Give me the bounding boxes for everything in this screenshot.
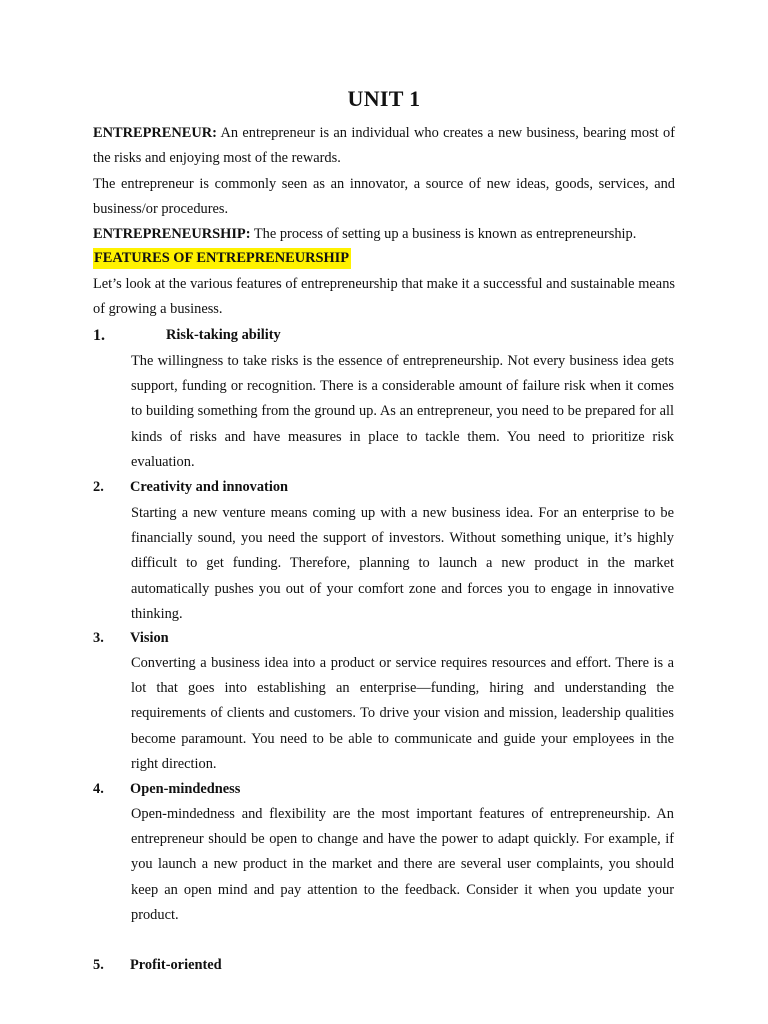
feature-title: Profit-oriented bbox=[130, 957, 222, 973]
feature-title: Creativity and innovation bbox=[130, 479, 289, 495]
feature-paragraph: Starting a new venture means coming up with a new business idea. For an enterprise to be financially sound, you need the support of investors. Without something unique, it’s highly difficult to get funding. Therefore, planning to launch a new product in the market automatically pushes you out of your comfort zone and forces you to engage in innovative thinking. bbox=[131, 505, 674, 622]
feature-paragraph: Open-mindedness and flexibility are the most important features of entrepreneurship. An entrepreneur should be open to change and have the power to adapt quickly. For example, if you launch a new product in the market and there are several user complaints, you should keep an open mind and pay attention to the feedback. Consider it when you update your product. bbox=[131, 806, 674, 923]
entrepreneurship-definition-text: The process of setting up a business is known as entrepreneurship. bbox=[250, 226, 637, 242]
entrepreneurship-term: ENTREPRENEURSHIP: bbox=[93, 226, 251, 242]
feature-title: Open-mindedness bbox=[130, 781, 241, 797]
feature-number: 3. bbox=[93, 630, 104, 646]
feature-number: 1. bbox=[93, 327, 105, 344]
feature-paragraph: Converting a business idea into a product or service requires resources and effort. There is a lot that goes into establishing an enterprise—funding, hiring and understanding the requirements of clients and customers. To drive your vision and mission, leadership qualities become paramount. You need to be able to communicate and guide your employees in the right direction. bbox=[131, 655, 674, 772]
entrepreneur-definition bbox=[93, 121, 675, 171]
entrepreneurship-definition bbox=[93, 222, 675, 247]
feature-paragraph: The willingness to take risks is the essence of entrepreneurship. Not every business idea gets support, funding or recognition. There is a considerable amount of failure risk when it comes to building something from the ground up. As an entrepreneur, you need to be prepared for all kinds of risks and have measures in place to tackle them. You need to prioritize risk evaluation. bbox=[131, 353, 674, 470]
feature-number: 2. bbox=[93, 479, 104, 495]
innovator-paragraph: The entrepreneur is commonly seen as an innovator, a source of new ideas, goods, services, and business/or procedures. bbox=[93, 176, 675, 218]
entrepreneur-term: ENTREPRENEUR: bbox=[93, 125, 217, 141]
feature-title: Risk-taking ability bbox=[166, 327, 281, 343]
entrepreneur-definition-text: An entrepreneur is an individual who creates a new business, bearing most of the risks and enjoying most of the rewards. bbox=[93, 125, 675, 167]
feature-number: 4. bbox=[93, 781, 104, 797]
feature-number: 5. bbox=[93, 957, 104, 973]
page-title: UNIT 1 bbox=[347, 86, 421, 111]
feature-title: Vision bbox=[130, 630, 169, 646]
features-intro: Let’s look at the various features of entrepreneurship that make it a successful and sustainable means of growing a business. bbox=[93, 276, 675, 318]
features-heading: FEATURES OF ENTREPRENEURSHIP bbox=[93, 248, 351, 269]
